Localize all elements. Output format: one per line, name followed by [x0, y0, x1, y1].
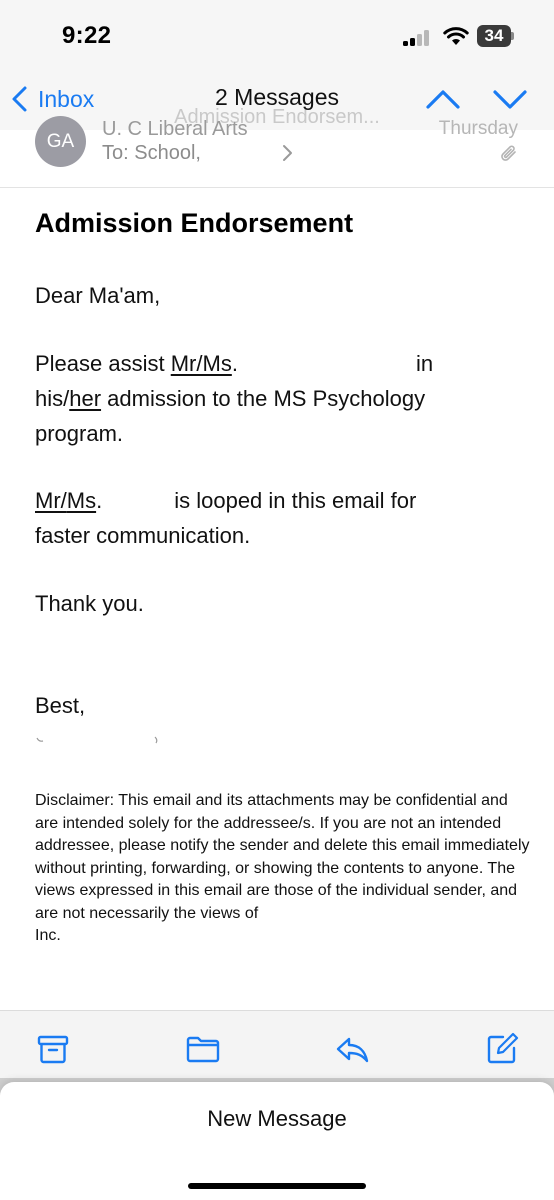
- request-line2: admission to the MS Psychology: [101, 386, 426, 411]
- nav-title: 2 Messages: [214, 84, 339, 110]
- request-paragraph: [35, 346, 525, 451]
- paperclip-icon: [498, 143, 520, 165]
- folder-icon[interactable]: [185, 1031, 221, 1067]
- loop-paragraph: [35, 483, 525, 553]
- closing-line: Best,: [35, 693, 86, 718]
- disclaimer-end: Inc.: [35, 927, 61, 944]
- to-label: To:: [102, 142, 129, 164]
- email-body: [35, 200, 530, 944]
- request-prefix: Please assist: [35, 351, 171, 376]
- status-bar: [0, 0, 554, 70]
- compose-icon[interactable]: [484, 1031, 520, 1067]
- loop-dot: .: [96, 488, 103, 513]
- to-value: School,: [134, 142, 201, 164]
- message-date: Thursday: [438, 118, 518, 139]
- chevron-right-icon[interactable]: [282, 144, 294, 162]
- battery-level: 34: [484, 26, 504, 45]
- battery-icon: [477, 25, 515, 47]
- title-mr[interactable]: Mr/: [170, 351, 203, 376]
- email-subject: Admission Endorsement: [35, 208, 354, 238]
- request-dot: .: [231, 351, 238, 376]
- pronoun-his: his/: [35, 386, 70, 411]
- thanks-line: Thank you.: [35, 591, 144, 616]
- reply-icon[interactable]: [334, 1031, 370, 1067]
- status-time: 9:22: [62, 22, 112, 49]
- chevron-down-icon[interactable]: [492, 87, 528, 111]
- new-message-sheet[interactable]: [0, 1082, 554, 1200]
- request-line3: program.: [35, 421, 124, 446]
- avatar[interactable]: GA: [35, 116, 86, 167]
- loop-line2: faster communication.: [35, 523, 251, 548]
- sender-name: U. C Liberal Arts: [102, 118, 248, 140]
- title-ms[interactable]: Ms: [202, 351, 232, 376]
- greeting: Dear Ma'am,: [35, 283, 161, 308]
- home-indicator[interactable]: [188, 1183, 366, 1189]
- disclaimer: [35, 790, 530, 948]
- wifi-icon: [443, 26, 469, 46]
- cellular-signal-icon: [403, 28, 437, 46]
- redacted-signature: [35, 736, 165, 744]
- loop-title-ms[interactable]: Ms: [66, 488, 97, 513]
- disclaimer-text: Disclaimer: This email and its attachments may be confidential and are intended solely for the addressee/s. If you are not an intended addressee, please notify the sender and delete this email immediately without printing, forwarding, or showing the contents to anyone. The views expressed in this email are those of the individual sender, and are not necessarily the views of: [35, 792, 530, 922]
- back-label: Inbox: [38, 85, 95, 112]
- loop-title-mr[interactable]: Mr/: [35, 488, 67, 513]
- request-in: in: [415, 351, 434, 376]
- nav-faded-subject: Admission Endorsem...: [174, 106, 380, 128]
- archive-icon[interactable]: [35, 1031, 71, 1067]
- pronoun-her[interactable]: her: [69, 386, 102, 411]
- bottom-toolbar: [0, 1010, 554, 1085]
- loop-rest: is looped in this email for: [174, 488, 417, 513]
- new-message-label[interactable]: New Message: [207, 1106, 347, 1131]
- message-header[interactable]: [0, 118, 554, 188]
- chevron-up-icon[interactable]: [425, 87, 461, 111]
- recipients-line[interactable]: [102, 142, 201, 165]
